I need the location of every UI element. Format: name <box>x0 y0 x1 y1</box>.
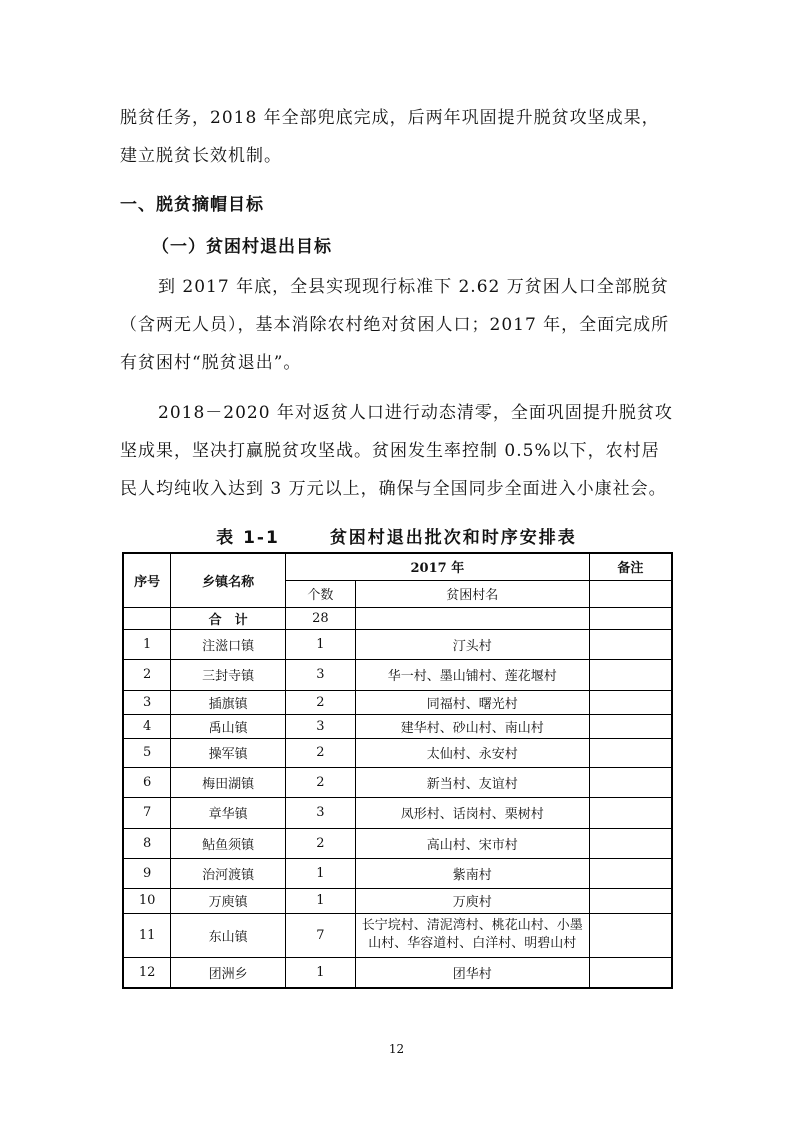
row-seq: 10 <box>123 888 171 913</box>
table-row <box>123 828 672 858</box>
row-villages: 太仙村、永安村 <box>355 738 589 767</box>
row-town: 插旗镇 <box>171 690 286 714</box>
row-villages: 汀头村 <box>355 629 589 659</box>
row-seq: 3 <box>123 690 171 714</box>
row-villages: 建华村、砂山村、南山村 <box>355 714 589 738</box>
page-number: 12 <box>388 1042 405 1056</box>
row-seq: 5 <box>123 738 171 767</box>
row-seq: 1 <box>123 629 171 659</box>
row-villages: 团华村 <box>355 957 589 988</box>
remarks-cell <box>589 858 672 888</box>
row-seq: 7 <box>123 797 171 828</box>
row-villages: 高山村、宋市村 <box>355 828 589 858</box>
total-label: 合 计 <box>171 607 286 629</box>
remarks-cell <box>589 607 672 629</box>
remarks-cell <box>589 828 672 858</box>
paragraph-intro: 脱贫任务，2018 年全部兜底完成，后两年巩固提升脱贫攻坚成果，建立脱贫长效机制。 <box>120 108 660 166</box>
header-villages: 贫困村名 <box>355 580 589 607</box>
remarks-cell <box>589 738 672 767</box>
row-town: 章华镇 <box>171 797 286 828</box>
row-seq: 12 <box>123 957 171 988</box>
subsection-heading: （一）贫困村退出目标 <box>152 237 332 257</box>
table-row <box>123 659 672 690</box>
table-row <box>123 858 672 888</box>
table-row <box>123 957 672 988</box>
remarks-cell <box>589 797 672 828</box>
row-villages: 长宁垸村、清泥湾村、桃花山村、小墨山村、华容道村、白洋村、明碧山村 <box>355 913 589 957</box>
row-count: 2 <box>285 767 355 797</box>
table-row <box>123 797 672 828</box>
row-town: 团洲乡 <box>171 957 286 988</box>
table-row <box>123 888 672 913</box>
header-year: 2017 年 <box>285 553 589 580</box>
village-exit-table <box>122 552 673 989</box>
row-count: 3 <box>285 659 355 690</box>
row-town: 治河渡镇 <box>171 858 286 888</box>
row-count: 3 <box>285 797 355 828</box>
row-seq: 6 <box>123 767 171 797</box>
remarks-cell <box>589 767 672 797</box>
remarks-cell <box>589 957 672 988</box>
row-count: 2 <box>285 690 355 714</box>
header-seq: 序号 <box>123 553 171 607</box>
total-count: 28 <box>285 607 355 629</box>
row-town: 梅田湖镇 <box>171 767 286 797</box>
row-count: 2 <box>285 828 355 858</box>
header-count: 个数 <box>285 580 355 607</box>
row-count: 1 <box>285 957 355 988</box>
remarks-cell <box>589 690 672 714</box>
table-row <box>123 767 672 797</box>
row-town: 万庾镇 <box>171 888 286 913</box>
row-seq: 2 <box>123 659 171 690</box>
paragraph-target-2017: 到 2017 年底，全县实现现行标准下 2.62 万贫困人口全部脱贫（含两无人员），基本消除农村绝对贫困人口；2017 年，全面完成所有贫困村“脱贫退出”。 <box>120 277 670 373</box>
row-town: 东山镇 <box>171 913 286 957</box>
row-villages: 新当村、友谊村 <box>355 767 589 797</box>
table-row <box>123 690 672 714</box>
row-seq: 4 <box>123 714 171 738</box>
header-remarks: 备注 <box>589 553 672 580</box>
table-row <box>123 738 672 767</box>
row-town: 禹山镇 <box>171 714 286 738</box>
row-town: 鲇鱼须镇 <box>171 828 286 858</box>
table-title: 贫困村退出批次和时序安排表 <box>329 528 577 548</box>
section-heading: 一、脱贫摘帽目标 <box>120 195 264 215</box>
total-villages-cell <box>355 607 589 629</box>
table-row <box>123 714 672 738</box>
row-count: 2 <box>285 738 355 767</box>
row-count: 1 <box>285 629 355 659</box>
row-town: 操军镇 <box>171 738 286 767</box>
total-seq-cell <box>123 607 171 629</box>
row-seq: 9 <box>123 858 171 888</box>
row-count: 1 <box>285 888 355 913</box>
header-town: 乡镇名称 <box>171 553 286 607</box>
row-town: 注滋口镇 <box>171 629 286 659</box>
row-seq: 11 <box>123 913 171 957</box>
table-row <box>123 629 672 659</box>
remarks-cell <box>589 580 672 607</box>
remarks-cell <box>589 629 672 659</box>
table-number: 表 1-1 <box>216 528 280 548</box>
row-villages: 紫南村 <box>355 858 589 888</box>
row-count: 7 <box>285 913 355 957</box>
remarks-cell <box>589 659 672 690</box>
table-row <box>123 913 672 957</box>
table-caption <box>0 523 793 548</box>
row-villages: 凤形村、话岗村、栗树村 <box>355 797 589 828</box>
remarks-cell <box>589 714 672 738</box>
remarks-cell <box>589 888 672 913</box>
row-villages: 同福村、曙光村 <box>355 690 589 714</box>
row-villages: 万庾村 <box>355 888 589 913</box>
remarks-cell <box>589 913 672 957</box>
row-count: 3 <box>285 714 355 738</box>
paragraph-target-2018-2020: 2018－2020 年对返贫人口进行动态清零，全面巩固提升脱贫攻坚成果，坚决打赢脱贫攻坚战。贫困发生率控制 0.5%以下，农村居民人均纯收入达到 3 万元以上，确保与全国同步全面进入小康社会。 <box>120 403 673 499</box>
row-villages: 华一村、墨山铺村、莲花堰村 <box>355 659 589 690</box>
row-count: 1 <box>285 858 355 888</box>
row-town: 三封寺镇 <box>171 659 286 690</box>
row-seq: 8 <box>123 828 171 858</box>
